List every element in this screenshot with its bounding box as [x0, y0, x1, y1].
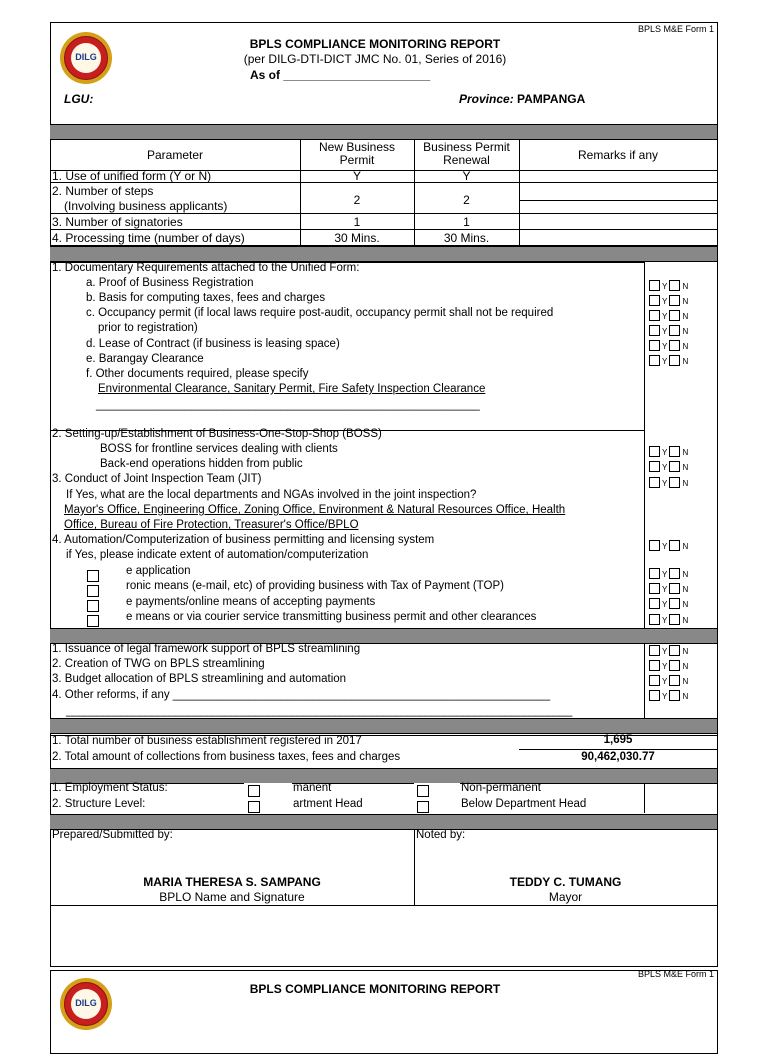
- auto-d: e means or via courier service transmitting business permit and other clearances: [126, 611, 537, 623]
- yn-req-b[interactable]: Y N: [649, 295, 688, 307]
- yn-auto-b[interactable]: Y N: [649, 583, 688, 595]
- no-checkbox[interactable]: [669, 675, 680, 686]
- no-checkbox[interactable]: [669, 461, 680, 472]
- noted-role: Mayor: [548, 890, 583, 904]
- province-value: PAMPANGA: [517, 92, 586, 106]
- row-1-renewal: Y: [462, 169, 471, 183]
- form-code: BPLS M&E Form 1: [637, 24, 714, 34]
- yes-checkbox[interactable]: [649, 598, 660, 609]
- dilg-logo-text: DILG: [75, 52, 97, 62]
- below-department-head-checkbox[interactable]: [417, 801, 429, 813]
- prepared-role: BPLO Name and Signature: [159, 890, 305, 904]
- auto-title: 4. Automation/Computerization of business permitting and licensing system: [52, 534, 435, 546]
- no-checkbox[interactable]: [669, 325, 680, 336]
- yes-checkbox[interactable]: [649, 690, 660, 701]
- row-4-renewal: 30 Mins.: [443, 231, 490, 245]
- yn-req-e[interactable]: Y N: [649, 355, 688, 367]
- employment-option-permanent: manent: [293, 782, 332, 794]
- province-label: Province:: [459, 92, 514, 106]
- permanent-checkbox[interactable]: [248, 785, 260, 797]
- total-establishments-value: 1,695: [603, 734, 633, 746]
- req-f: f. Other documents required, please specify: [86, 368, 309, 380]
- no-checkbox[interactable]: [669, 568, 680, 579]
- req-d: d. Lease of Contract (if business is leasing space): [86, 338, 340, 350]
- req-b: b. Basis for computing taxes, fees and charges: [86, 292, 326, 304]
- total-establishments-label: 1. Total number of business establishment registered in 2017: [52, 735, 362, 747]
- row-1-new: Y: [352, 169, 361, 183]
- jit-question: If Yes, what are the local departments and NGAs involved in the joint inspection?: [66, 489, 477, 501]
- employment-status-label: 1. Employment Status:: [52, 782, 168, 794]
- yn-req-d[interactable]: Y N: [649, 340, 688, 352]
- row-1-param: 1. Use of unified form (Y or N): [52, 169, 212, 183]
- jit-answer-1[interactable]: Mayor's Office, Engineering Office, Zoning Office, Environment & Natural Resources Office, Health: [64, 504, 566, 516]
- no-checkbox[interactable]: [669, 355, 680, 366]
- yn-reform-3[interactable]: Y N: [649, 675, 688, 687]
- auto-b: ronic means (e-mail, etc) of providing business with Tax of Payment (TOP): [126, 580, 504, 592]
- req-f-blank[interactable]: ____________________________________________________________: [96, 399, 480, 411]
- row-4-new: 30 Mins.: [334, 231, 380, 245]
- yn-auto-d[interactable]: Y N: [649, 614, 688, 626]
- auto-question: if Yes, please indicate extent of automation/computerization: [66, 549, 369, 561]
- yes-checkbox[interactable]: [649, 645, 660, 656]
- lgu-label: LGU:: [64, 92, 94, 106]
- req-e: e. Barangay Clearance: [86, 353, 204, 365]
- row-4-param: 4. Processing time (number of days): [52, 231, 245, 245]
- department-head-checkbox[interactable]: [248, 801, 260, 813]
- boss-a: BOSS for frontline services dealing with clients: [100, 443, 338, 455]
- yn-auto[interactable]: Y N: [649, 540, 688, 552]
- row-2-param-note: (Involving business applicants): [64, 199, 228, 213]
- no-checkbox[interactable]: [669, 660, 680, 671]
- row-2-new: 2: [353, 193, 361, 207]
- yes-checkbox[interactable]: [649, 540, 660, 551]
- no-checkbox[interactable]: [669, 340, 680, 351]
- yes-checkbox[interactable]: [649, 355, 660, 366]
- boss-title: 2. Setting-up/Establishment of Business-One-Stop-Shop (BOSS): [52, 428, 382, 440]
- section-band-6: [50, 814, 717, 830]
- yes-checkbox[interactable]: [649, 477, 660, 488]
- yes-checkbox[interactable]: [649, 461, 660, 472]
- row-2-param: 2. Number of steps: [52, 184, 154, 198]
- no-checkbox[interactable]: [669, 583, 680, 594]
- no-checkbox[interactable]: [669, 295, 680, 306]
- col-header-new-permit: New Business Permit: [318, 140, 396, 167]
- yes-checkbox[interactable]: [649, 660, 660, 671]
- nonpermanent-checkbox[interactable]: [417, 785, 429, 797]
- no-checkbox[interactable]: [669, 310, 680, 321]
- dilg-logo-page-2: DILG: [60, 978, 112, 1030]
- yn-reform-1[interactable]: Y N: [649, 645, 688, 657]
- auto-b-checkbox[interactable]: [87, 585, 99, 597]
- no-checkbox[interactable]: [669, 540, 680, 551]
- reform-2: 2. Creation of TWG on BPLS streamlining: [52, 658, 265, 670]
- prepared-name: MARIA THERESA S. SAMPANG: [143, 875, 321, 889]
- no-checkbox[interactable]: [669, 477, 680, 488]
- no-checkbox[interactable]: [669, 446, 680, 457]
- section-band-4: [50, 718, 717, 734]
- auto-c-checkbox[interactable]: [87, 600, 99, 612]
- col-header-parameter: Parameter: [146, 148, 204, 162]
- yn-reform-2[interactable]: Y N: [649, 660, 688, 672]
- yn-auto-c[interactable]: Y N: [649, 598, 688, 610]
- col-header-remarks: Remarks if any: [577, 148, 659, 162]
- row-3-param: 3. Number of signatories: [52, 215, 183, 229]
- req-f-answer[interactable]: Environmental Clearance, Sanitary Permit, Fire Safety Inspection Clearance: [98, 383, 486, 395]
- auto-d-checkbox[interactable]: [87, 615, 99, 627]
- reform-3: 3. Budget allocation of BPLS streamlining and automation: [52, 673, 347, 685]
- boss-b: Back-end operations hidden from public: [100, 458, 303, 470]
- reform-1: 1. Issuance of legal framework support of BPLS streamlining: [52, 643, 361, 655]
- no-checkbox[interactable]: [669, 614, 680, 625]
- employment-option-nonpermanent: Non-permanent: [461, 782, 541, 794]
- structure-level-label: 2. Structure Level:: [52, 798, 146, 810]
- yn-jit[interactable]: Y N: [649, 477, 688, 489]
- yn-boss-a[interactable]: Y N: [649, 446, 688, 458]
- yes-checkbox[interactable]: [649, 310, 660, 321]
- yn-req-c2[interactable]: Y N: [649, 325, 688, 337]
- yn-req-c[interactable]: Y N: [649, 310, 688, 322]
- yes-checkbox[interactable]: [649, 675, 660, 686]
- yes-checkbox[interactable]: [649, 340, 660, 351]
- auto-c: e payments/online means of accepting payments: [126, 596, 376, 608]
- yes-checkbox[interactable]: [649, 325, 660, 336]
- row-3-renewal: 1: [463, 215, 470, 229]
- prepared-by-label: Prepared/Submitted by:: [52, 829, 173, 841]
- req-title: 1. Documentary Requirements attached to the Unified Form:: [52, 262, 360, 274]
- no-checkbox[interactable]: [669, 598, 680, 609]
- reform-4[interactable]: 4. Other reforms, if any ___________________________________________________________: [52, 689, 551, 701]
- yn-reform-4[interactable]: Y N: [649, 690, 688, 702]
- no-checkbox[interactable]: [669, 645, 680, 656]
- yn-auto-a[interactable]: Y N: [649, 568, 688, 580]
- no-checkbox[interactable]: [669, 690, 680, 701]
- section-band-1: [50, 124, 717, 140]
- form-code-page-2: BPLS M&E Form 1: [637, 969, 714, 979]
- yes-checkbox[interactable]: [649, 446, 660, 457]
- report-title: BPLS COMPLIANCE MONITORING REPORT: [249, 37, 501, 51]
- as-of-line: As of ______________________: [250, 68, 431, 82]
- yes-checkbox[interactable]: [649, 280, 660, 291]
- yes-checkbox[interactable]: [649, 568, 660, 579]
- req-c-cont: prior to registration): [98, 322, 198, 334]
- total-collections-value: 90,462,030.77: [581, 751, 655, 763]
- section-band-2: [50, 246, 717, 262]
- dilg-logo: [60, 32, 112, 84]
- no-checkbox[interactable]: [669, 280, 680, 291]
- section-band-3: [50, 628, 717, 644]
- province-field: [459, 92, 585, 106]
- total-collections-label: 2. Total amount of collections from business taxes, fees and charges: [52, 751, 401, 763]
- auto-a: e application: [126, 565, 191, 577]
- yes-checkbox[interactable]: [649, 583, 660, 594]
- structure-option-head: artment Head: [293, 798, 363, 810]
- noted-name: TEDDY C. TUMANG: [509, 875, 622, 889]
- req-c: c. Occupancy permit (if local laws require post-audit, occupancy permit shall not be required: [86, 307, 554, 319]
- report-title-page-2: BPLS COMPLIANCE MONITORING REPORT: [249, 982, 501, 996]
- structure-option-below: Below Department Head: [461, 798, 587, 810]
- auto-a-checkbox[interactable]: [87, 570, 99, 582]
- jit-title: 3. Conduct of Joint Inspection Team (JIT): [52, 473, 262, 485]
- yn-boss-b[interactable]: Y N: [649, 461, 688, 473]
- req-a: a. Proof of Business Registration: [86, 277, 254, 289]
- col-header-renewal: Business Permit Renewal: [423, 140, 510, 167]
- report-subtitle: (per DILG-DTI-DICT JMC No. 01, Series of 2016): [243, 52, 507, 66]
- row-3-new: 1: [353, 215, 361, 229]
- jit-answer-2[interactable]: Office, Bureau of Fire Protection, Treasurer's Office/BPLO: [64, 519, 359, 531]
- reform-4-blank[interactable]: ___________________________________________________________________________________: [66, 705, 572, 717]
- noted-by-label: Noted by:: [416, 829, 466, 841]
- row-2-renewal: 2: [463, 193, 470, 207]
- yes-checkbox[interactable]: [649, 614, 660, 625]
- yn-req-a[interactable]: Y N: [649, 280, 688, 292]
- yes-checkbox[interactable]: [649, 295, 660, 306]
